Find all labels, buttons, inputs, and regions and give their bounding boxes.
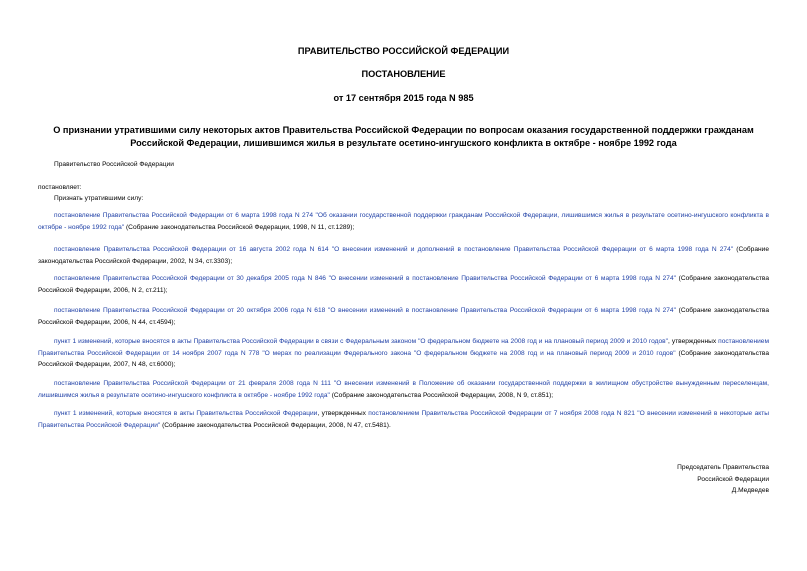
list-item (38, 305, 769, 328)
act-source: (Собрание законодательства Российской Федерации, 1998, N 11, ст.1289); (124, 223, 355, 231)
signature-position-org: Российской Федерации (697, 475, 769, 483)
signature-position: Председатель Правительства (677, 464, 769, 471)
act-link[interactable]: пункт 1 изменений, которые вносятся в акты Правительства Российской Федерации в связи с Федеральным законом "О федеральном бюджете на 2008 год и на плановый период 2009 и 2010 годов" (54, 338, 669, 345)
act-source: (Собрание законодательства Российской Федерации, 2007, N 48, ст.6000); (38, 349, 769, 368)
list-item (38, 378, 769, 401)
act-link[interactable]: постановление Правительства Российской Федерации от 21 февраля 2008 года N 111 "О внесении изменений в Положение об оказании государственной поддержки в жилищном обустройстве вынужденным переселенцам, лишившимся жилья в результате осетино-ингушского конфликта в октябре - ноябре 1992 года" (38, 380, 769, 399)
date-number-heading: от 17 сентября 2015 года N 985 (333, 93, 474, 103)
list-item (38, 244, 769, 267)
issuer-text: Правительство Российской Федерации (54, 161, 174, 168)
list-item (38, 336, 769, 371)
decides-text: постановляет: (38, 184, 82, 191)
document-title: О признании утратившими силу некоторых актов Правительства Российской Федерации по вопросам оказания государственной поддержки гражданам Российской Федерации, лишившимся жилья в результате осетино-ингушского конфликта в октябре - ноябре 1992 года (53, 125, 754, 148)
act-link[interactable]: постановление Правительства Российской Федерации от 30 декабря 2005 года N 846 "О внесении изменений в постановление Правительства Российской Федерации от 6 марта 1998 года N 274" (54, 275, 676, 282)
act-link-secondary[interactable]: постановлением Правительства Российской Федерации от 7 ноября 2008 года N 821 "О внесении изменений в некоторые акты Правительства Российской Федерации" (38, 410, 769, 429)
act-source: (Собрание законодательства Российской Федерации, 2002, N 34, ст.3303); (38, 246, 769, 265)
act-link[interactable]: постановление Правительства Российской Федерации от 20 октября 2006 года N 618 "О внесении изменений в постановление Правительства Российской Федерации от 6 марта 1998 года N 274" (54, 307, 676, 314)
list-item (38, 210, 769, 233)
act-link[interactable]: постановление Правительства Российской Федерации от 6 марта 1998 года N 274 "Об оказании государственной поддержки гражданам Российской Федерации, лишившимся жилья в результате осетино-ингушского конфликта в октябре - ноябре 1992 года" (38, 212, 769, 231)
government-heading: ПРАВИТЕЛЬСТВО РОССИЙСКОЙ ФЕДЕРАЦИИ (297, 46, 510, 56)
act-source: (Собрание законодательства Российской Федерации, 2008, N 9, ст.851); (329, 391, 554, 399)
signature-name: Д.Медведев (731, 487, 769, 494)
signature-block (677, 462, 769, 497)
act-connector: , утвержденных (317, 410, 369, 417)
act-source: (Собрание законодательства Российской Федерации, 2006, N 2, ст.211); (38, 275, 769, 294)
act-link[interactable]: постановление Правительства Российской Федерации от 16 августа 2002 года N 614 "О внесении изменений и дополнений в постановление Правительства Российской Федерации от 6 марта 1998 года N 274" (54, 246, 734, 253)
act-connector: , утвержденных (668, 338, 719, 345)
document-type-heading: ПОСТАНОВЛЕНИЕ (361, 69, 446, 79)
act-link-secondary[interactable]: постановлением Правительства Российской Федерации от 14 ноября 2007 года N 778 "О мерах по реализации Федерального закона "О федеральном бюджете на 2008 год и на плановый период 2009 и 2010 годов" (38, 338, 769, 357)
list-item (38, 408, 769, 431)
act-source: (Собрание законодательства Российской Федерации, 2008, N 47, ст.5481). (160, 421, 391, 429)
recognize-text: Признать утратившими силу: (54, 195, 144, 202)
list-item (38, 273, 769, 296)
act-source: (Собрание законодательства Российской Федерации, 2006, N 44, ст.4594); (38, 307, 769, 326)
act-link[interactable]: пункт 1 изменений, которые вносятся в акты Правительства Российской Федерации (54, 410, 318, 417)
